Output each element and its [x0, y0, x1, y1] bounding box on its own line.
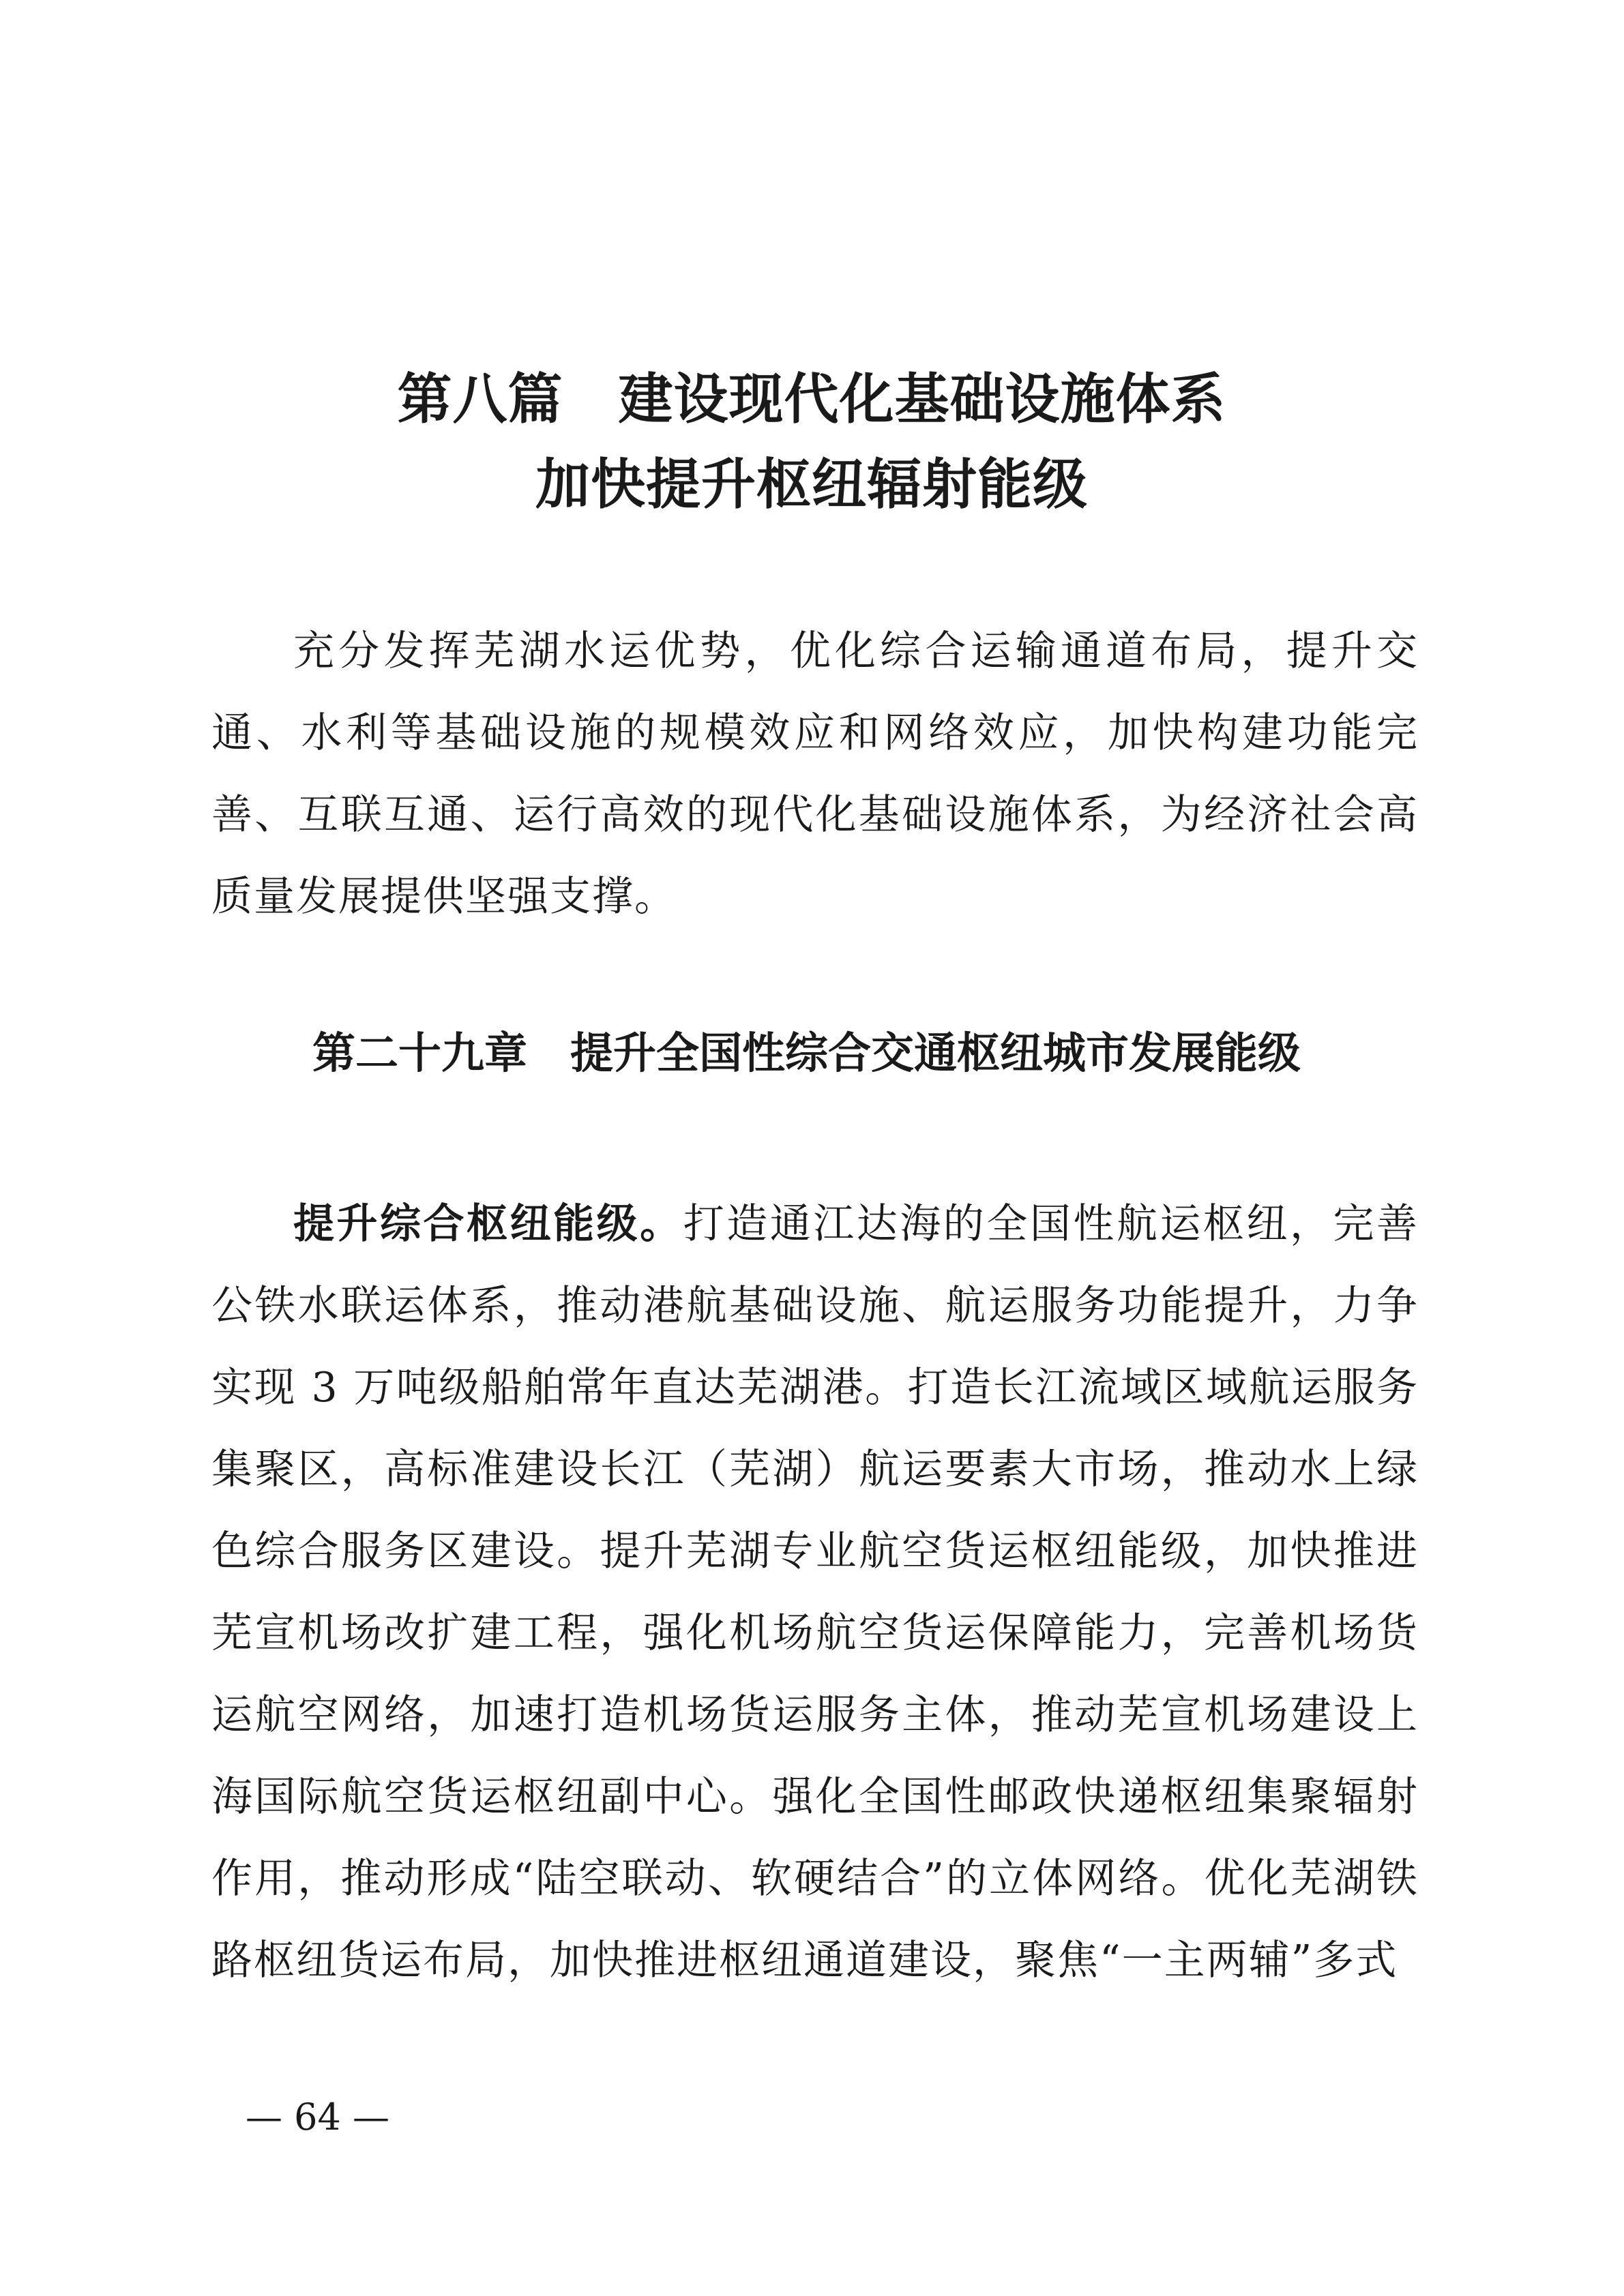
chapter-title: 第二十九章 提升全国性综合交通枢纽城市发展能级 — [312, 1028, 1301, 1078]
part-title-line-1: 第八篇 建设现代化基础设施体系 — [397, 367, 1226, 431]
intro-paragraph: 充分发挥芜湖水运优势，优化综合运输通道布局，提升交通、水利等基础设施的规模效应和网络效应，加快构建功能完善、互联互通、运行高效的现代化基础设施体系，为经济社会高质量发展提供坚强支撑。 — [211, 627, 1419, 921]
page-number: — 64 — — [246, 2096, 390, 2138]
part-title-line-2: 加快提升枢纽辐射能级 — [535, 452, 1088, 516]
section-body-text: 打造通江达海的全国性航运枢纽，完善公铁水联运体系，推动港航基础设施、航运服务功能提升，力争实现 3 万吨级船舶常年直达芜湖港。打造长江流域区域航运服务集聚区，高标准建设长江（芜湖）航运要素大市场，推动水上绿色综合服务区建设。提升芜湖专业航空货运枢纽能级，加快推进芜宣机场改扩建工程，强化机场航空货运保障能力，完善机场货运航空网络，加速打造机场货运服务主体，推动芜宣机场建设上海国际航空货运枢纽副中心。强化全国性邮政快递枢纽集聚辐射作用，推动形成“陆空联动、软硬结合”的立体网络。优化芜湖铁路枢纽货运布局，加快推进枢纽通道建设，聚焦“一主两辅”多式 — [211, 1200, 1419, 1984]
section-lead-heading: 提升综合枢纽能级。 — [293, 1200, 683, 1248]
section-paragraph — [211, 1183, 1419, 2001]
